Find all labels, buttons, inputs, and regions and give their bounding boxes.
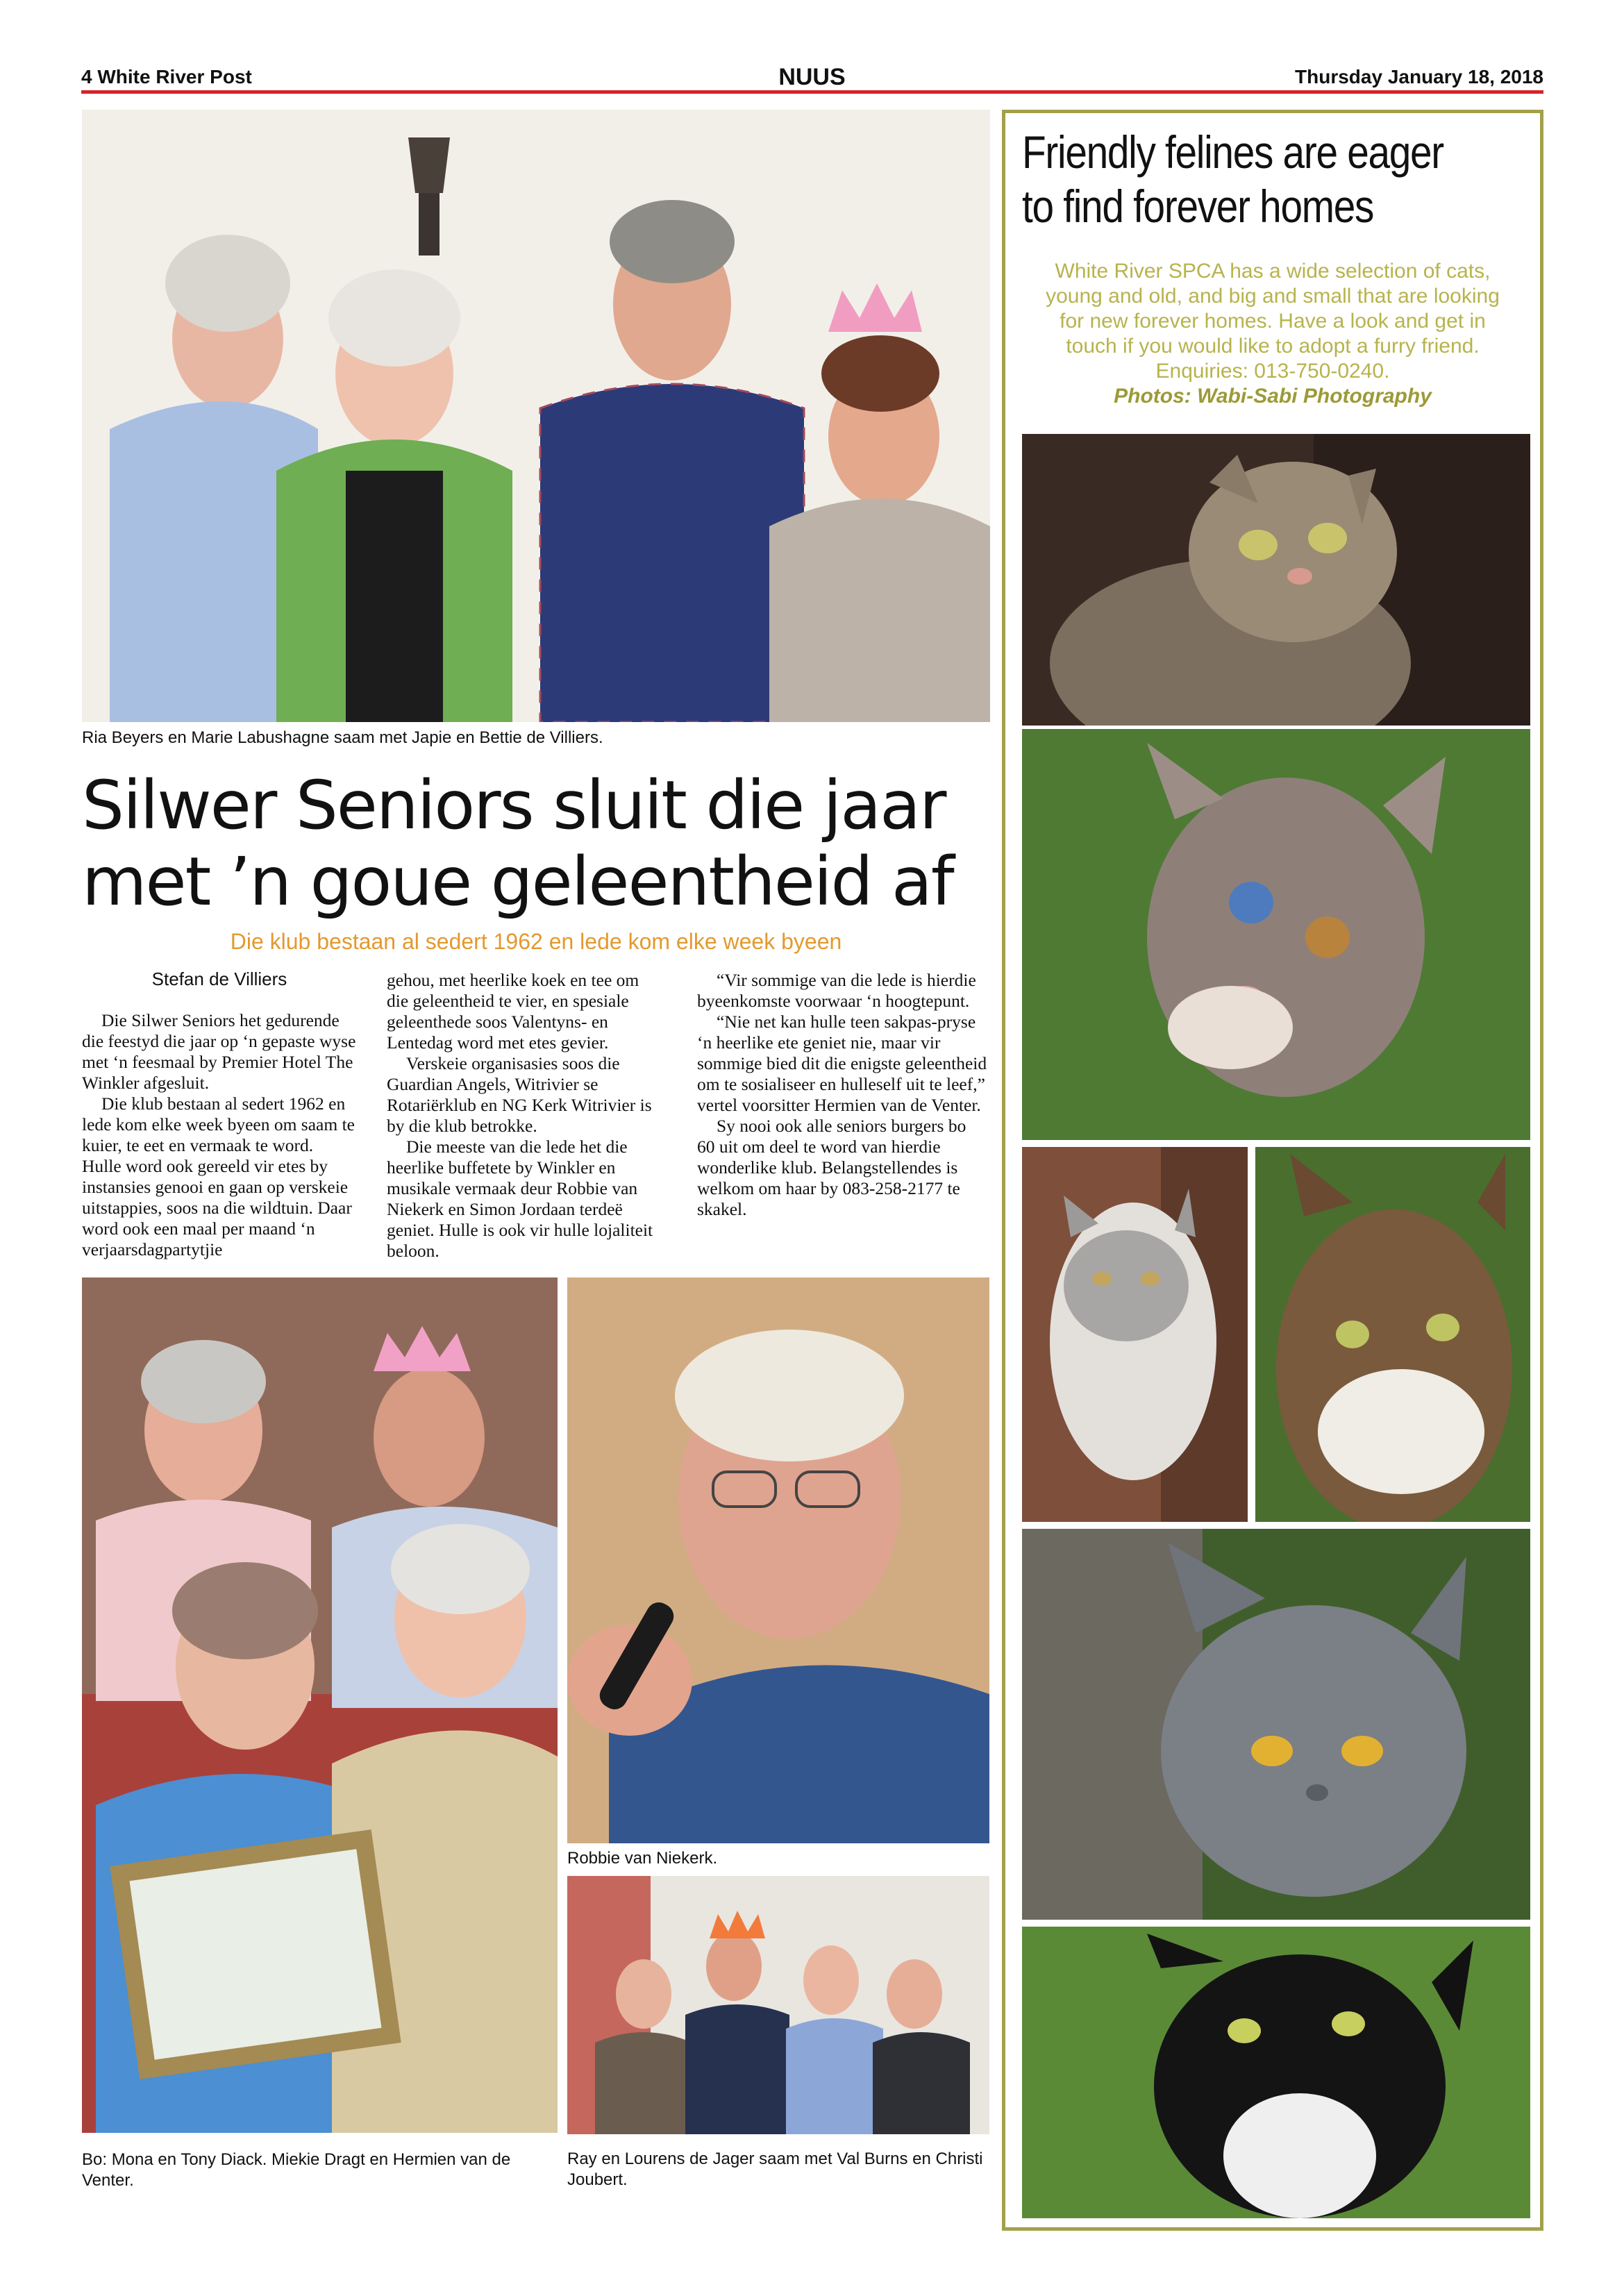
article-headline — [82, 767, 998, 920]
issue-date: Thursday January 18, 2018 — [1295, 66, 1543, 87]
cat-photo-tortoiseshell — [1255, 1147, 1530, 1522]
robbie-photo-caption: Robbie van Niekerk. — [567, 1849, 718, 1868]
paragraph: Sy nooi ook alle seniors burgers bo 60 uit om deel te word van hierdie wonderlike klub. Belangstellendes is welkom om haar by 083-258-2177 te skakel. — [697, 1116, 966, 1219]
sidebar-body-line: touch if you would like to adopt a furry friend. — [1066, 335, 1480, 358]
header-rule — [81, 90, 1543, 94]
award-photo-caption: Bo: Mona en Tony Diack. Miekie Dragt en Hermien van de Venter. — [82, 2150, 511, 2190]
cat-photo-calico — [1022, 729, 1530, 1140]
sidebar-headline-line-2: to find forever homes — [1022, 181, 1374, 232]
cat-photo-tuxedo — [1022, 1927, 1530, 2218]
sidebar-headline — [1022, 125, 1529, 233]
headline-line-1: Silwer Seniors sluit die jaar — [82, 766, 946, 844]
paragraph: “Vir sommige van die lede is hierdie byeenkomste voorwaar ‘n hoogtepunt. — [697, 970, 976, 1011]
paragraph: Die klub bestaan al sedert 1962 en lede kom elke week byeen om saam te kuier, te eet en vermaak te word. Hulle word ook gereeld vir etes by instansies genooi en gaan op verskeie uitstappies, soos na die wildtuin. Daar word ook een maal per maand ‘n verjaarsdagpartytjie — [82, 1093, 355, 1259]
page-number-label: 4 White River Post — [81, 66, 252, 87]
sidebar-body-line: White River SPCA has a wide selection of cats, — [1055, 260, 1491, 283]
cat-photo-fluffy — [1022, 1147, 1248, 1522]
headline-line-2: met ’n goue geleentheid af — [82, 843, 953, 921]
cat-photo-grey — [1022, 1529, 1530, 1920]
article-byline: Stefan de Villiers — [151, 969, 287, 989]
article-column-1 — [82, 969, 357, 1260]
paragraph: gehou, met heerlike koek en tee om die geleentheid te vier, en spesiale geleenthede soos Valentyns- en Lentedag word met etes gevier. — [387, 970, 639, 1053]
paragraph: Verskeie organisasies soos die Guardian Angels, Witrivier se Rotariërklub en NG Kerk Witrivier is by die klub betrokke. — [387, 1053, 652, 1136]
sidebar-headline-line-1: Friendly felines are eager — [1022, 126, 1443, 178]
group-photo-caption: Ray en Lourens de Jager saam met Val Burns en Christi Joubert. — [567, 2150, 983, 2189]
group-photo — [567, 1876, 989, 2134]
article-column-2 — [387, 970, 664, 1262]
paragraph: Die meeste van die lede het die heerlike buffetete by Winkler en musikale vermaak deur Robbie van Niekerk en Simon Jordaan terdeë geniet. Hulle is ook vir hulle lojaliteit beloon. — [387, 1137, 653, 1261]
cat-photo-tabby — [1022, 434, 1530, 726]
lead-photo-caption: Ria Beyers en Marie Labushagne saam met Japie en Bettie de Villiers. — [82, 728, 603, 747]
section-title: NUUS — [778, 64, 846, 90]
article-standfirst: Die klub bestaan al sedert 1962 en lede kom elke week byeen — [230, 929, 842, 954]
robbie-photo — [567, 1277, 989, 1843]
sidebar-body-line: young and old, and big and small that are looking — [1046, 285, 1500, 308]
photo-credit: Photos: Wabi-Sabi Photography — [1114, 385, 1432, 408]
paragraph: “Nie net kan hulle teen sakpas-pryse ‘n heerlike ete geniet nie, maar vir sommige bied dit die enigste geleentheid om te sosialiseer en hulleself uit te leef,” vertel voorsitter Hermien van de Venter. — [697, 1012, 987, 1115]
sidebar-body-line: for new forever homes. Have a look and get in — [1060, 310, 1486, 333]
article-column-3 — [697, 970, 987, 1220]
sidebar-body — [1015, 259, 1530, 409]
sidebar-body-line: Enquiries: 013-750-0240. — [1155, 360, 1390, 383]
award-photo — [82, 1277, 558, 2133]
lead-photo — [82, 110, 990, 722]
paragraph: Die Silwer Seniors het gedurende die feestyd die jaar op ‘n gepaste wyse met ‘n feesmaal by Premier Hotel The Winkler afgesluit. — [82, 1010, 356, 1093]
